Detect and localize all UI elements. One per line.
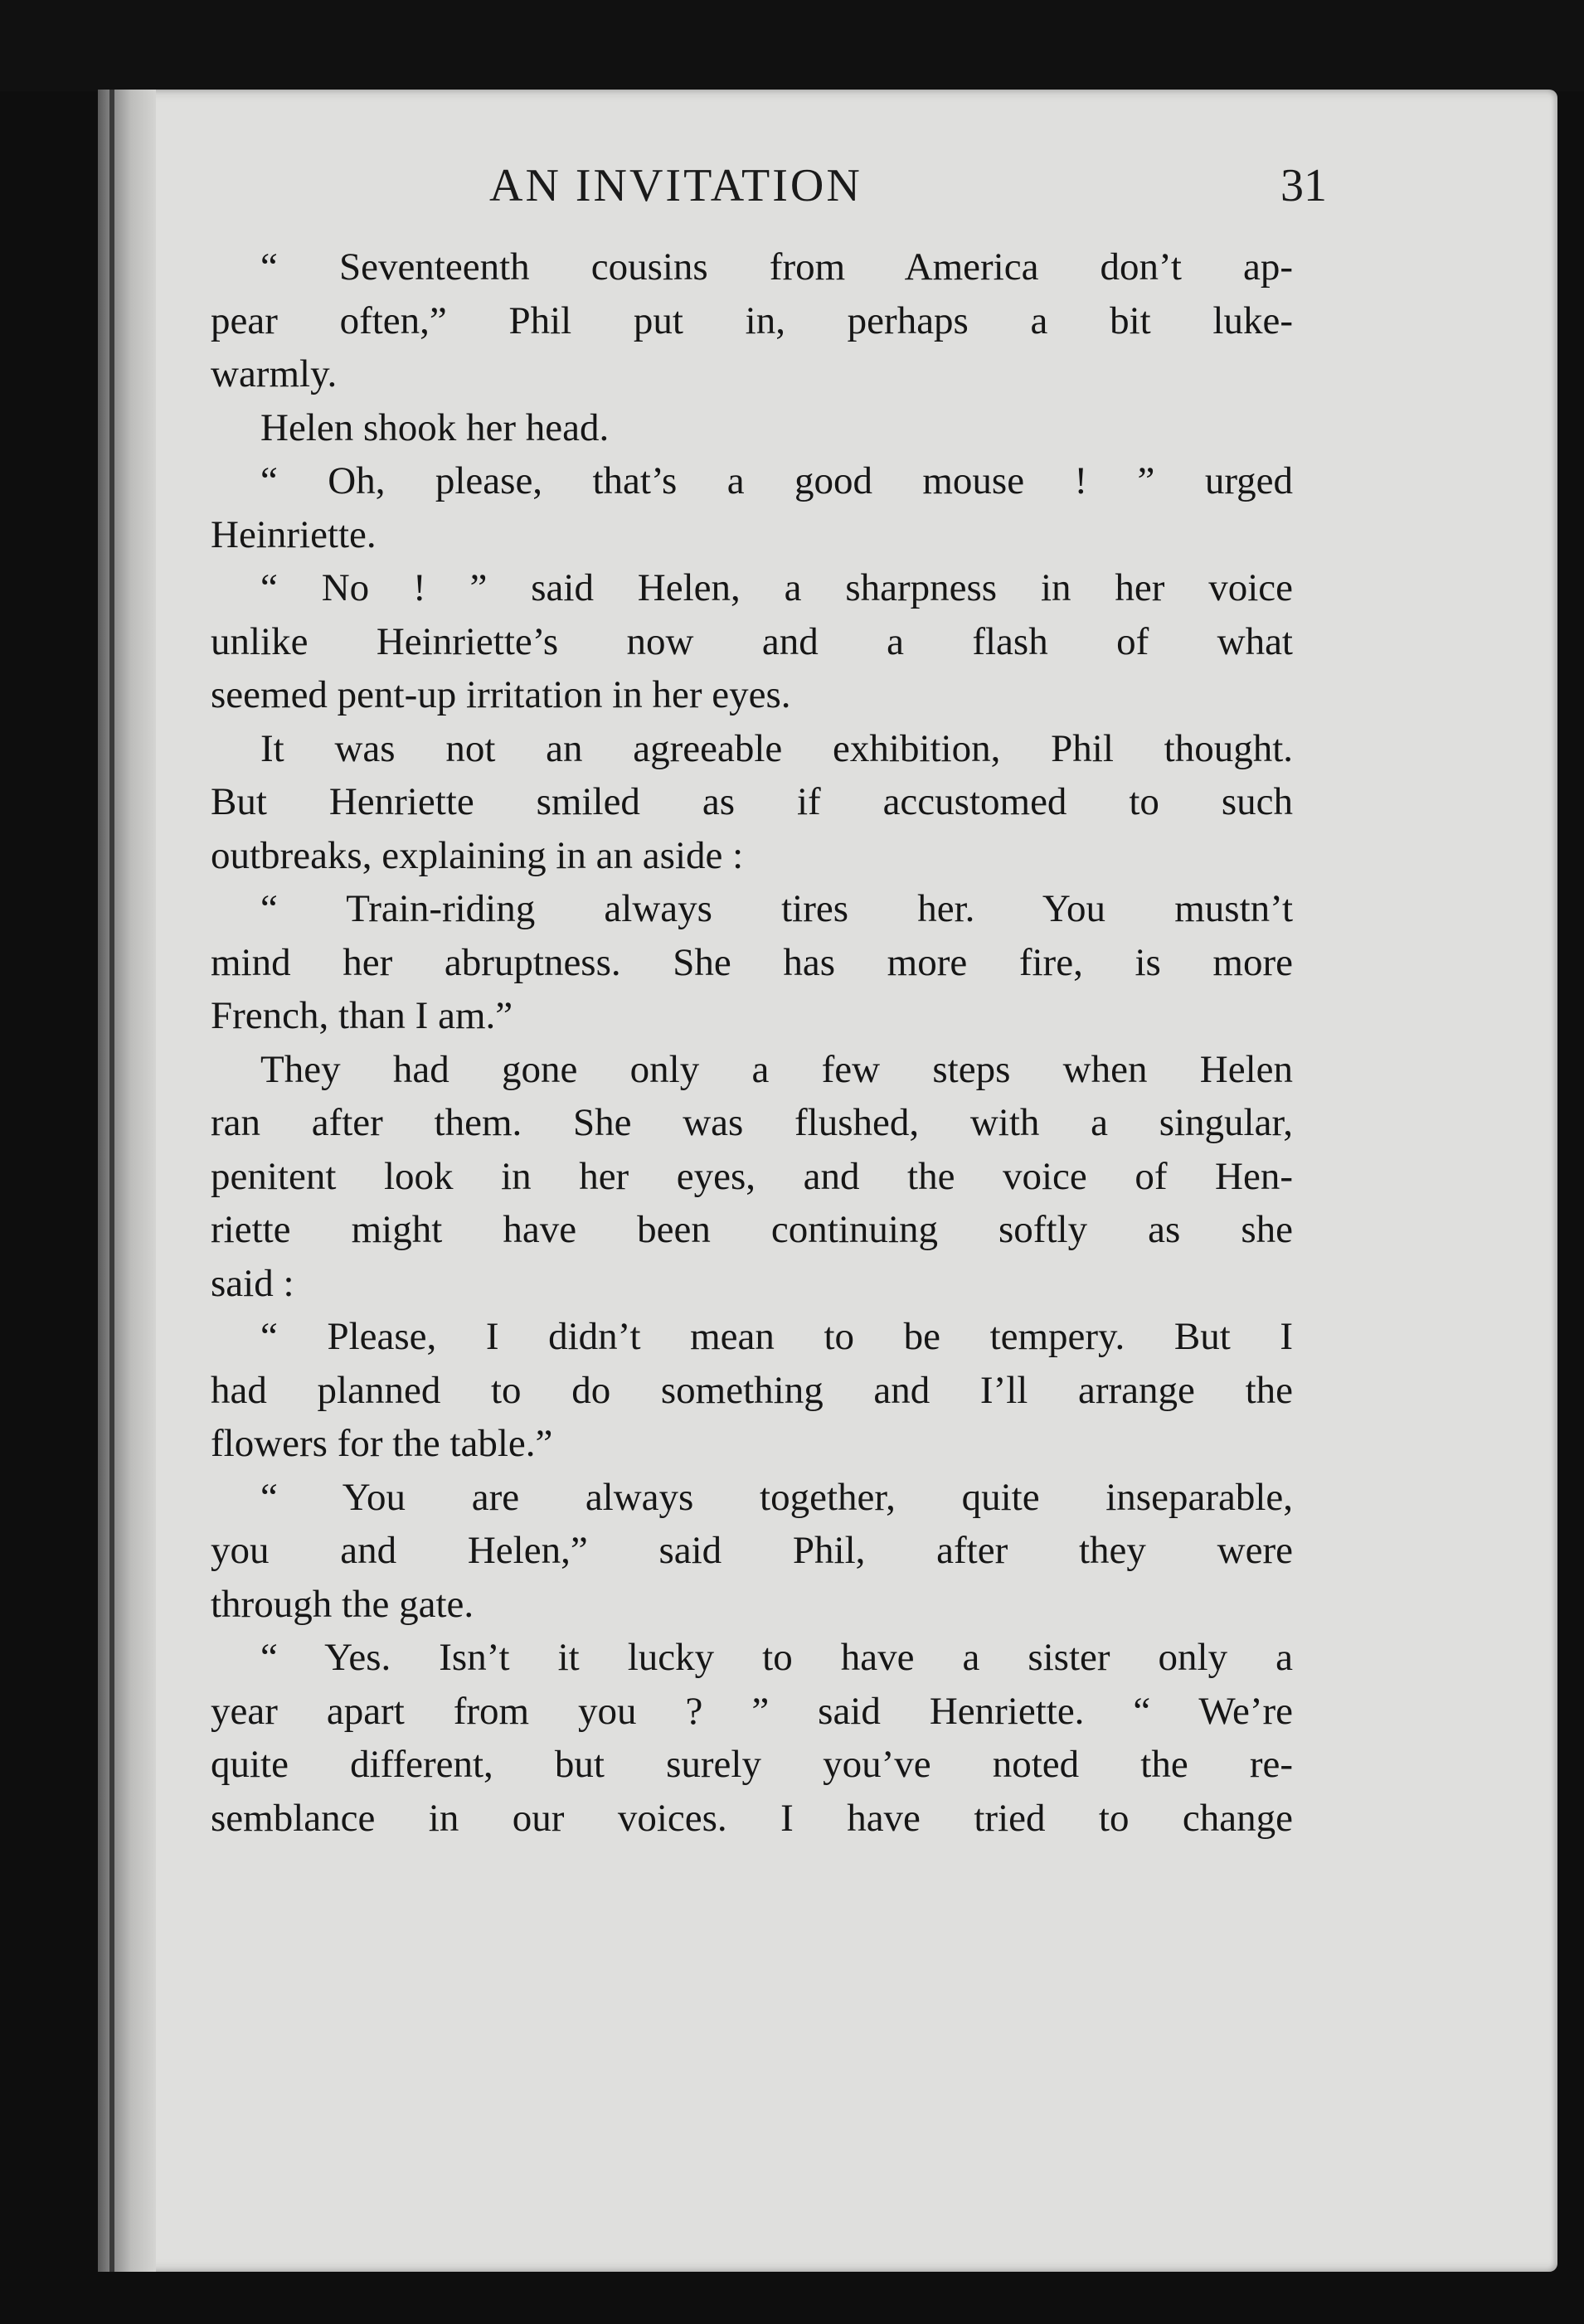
text-line: “ You are always together, quite inseparable, [260,1475,1293,1519]
body-text [211,240,1293,1845]
text-line: penitent look in her eyes, and the voice of Hen- [211,1154,1293,1198]
text-line: semblance in our voices. I have tried to change [211,1796,1293,1840]
text-line: They had gone only a few steps when Helen [260,1047,1293,1091]
page-number: 31 [1280,160,1327,211]
text-line: Helen shook her head. [260,405,610,449]
text-line: “ Please, I didn’t mean to be tempery. But I [260,1315,1293,1358]
text-line: French, than I am.” [211,994,513,1037]
text-line: you and Helen,” said Phil, after they were [211,1529,1293,1572]
text-line: mind her abruptness. She has more fire, is more [211,940,1293,984]
running-title: AN INVITATION [489,160,862,211]
text-line: unlike Heinriette’s now and a flash of what [211,619,1293,663]
binding-edge [109,90,114,2272]
text-line: But Henriette smiled as if accustomed to such [211,780,1293,823]
text-line: outbreaks, explaining in an aside : [211,833,744,877]
text-line: flowers for the table.” [211,1422,553,1465]
text-line: riette might have been continuing softly as she [211,1208,1293,1251]
page-gutter [98,90,156,2272]
scan-background [0,0,1584,91]
text-line: year apart from you ? ” said Henriette. “ We’re [211,1689,1293,1733]
text-line: “ Seventeenth cousins from America don’t ap- [260,245,1293,289]
text-line: seemed pent-up irritation in her eyes. [211,673,791,716]
text-line: said : [211,1261,294,1305]
text-line: through the gate. [211,1582,474,1626]
running-head [489,159,1327,226]
text-line: Heinriette. [211,512,377,556]
text-line: “ Yes. Isn’t it lucky to have a sister only a [260,1636,1293,1679]
text-line: “ Oh, please, that’s a good mouse ! ” urged [260,459,1293,502]
text-line: quite different, but surely you’ve noted the re- [211,1743,1293,1786]
text-line: pear often,” Phil put in, perhaps a bit luke- [211,298,1293,342]
text-line: warmly. [211,352,338,395]
text-line: had planned to do something and I’ll arrange the [211,1368,1293,1412]
text-line: It was not an agreeable exhibition, Phil thought. [260,726,1293,770]
text-line: ran after them. She was flushed, with a singular, [211,1101,1293,1144]
text-line: “ No ! ” said Helen, a sharpness in her voice [260,566,1293,609]
text-line: “ Train-riding always tires her. You mustn’t [260,887,1293,930]
